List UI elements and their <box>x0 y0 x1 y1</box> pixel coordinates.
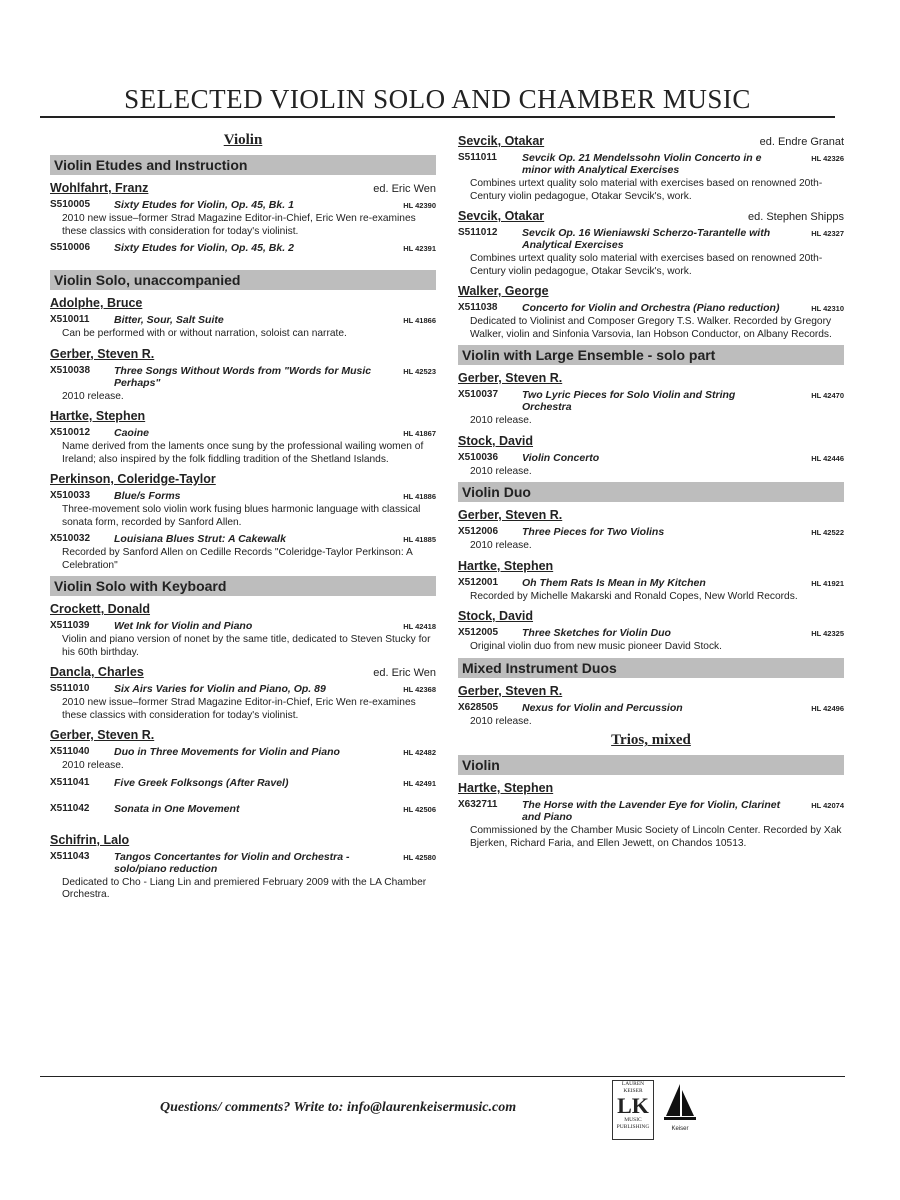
item-title: Two Lyric Pieces for Solo Violin and String Orchestra <box>522 389 736 413</box>
composer-row <box>458 434 844 448</box>
hl-number: HL 41866 <box>403 316 436 325</box>
category-heading: Violin <box>458 755 844 775</box>
hl-number: HL 42391 <box>403 244 436 253</box>
composer-name: Walker, George <box>458 284 549 298</box>
hl-number: HL 42522 <box>811 528 844 537</box>
catalog-item <box>458 227 844 251</box>
item-title: Duo in Three Movements for Violin and Piano <box>114 746 340 758</box>
item-description: Recorded by Michelle Makarski and Ronald Copes, New World Records. <box>470 590 798 602</box>
composer-row <box>458 284 844 298</box>
catalog-item <box>458 526 844 538</box>
catalog-item <box>458 152 844 176</box>
composer-row <box>458 609 844 623</box>
composer-name: Schifrin, Lalo <box>50 832 130 847</box>
item-title: Sonata in One Movement <box>114 802 240 815</box>
hl-number: HL 42496 <box>811 703 844 713</box>
hl-number: HL 42523 <box>403 366 436 376</box>
composer-name: Gerber, Steven R. <box>50 728 155 742</box>
catalog-item <box>458 389 844 413</box>
item-title: Sevcik Op. 16 Wieniawski Scherzo-Tarantelle with Analytical Exercises <box>522 227 771 251</box>
item-description: Recorded by Sanford Allen on Cedille Records "Coleridge-Taylor Perkinson: A Celebration" <box>62 547 413 571</box>
item-description: 2010 release. <box>470 415 532 426</box>
hl-number: HL 41867 <box>403 429 436 438</box>
composer-name: Sevcik, Otakar <box>458 209 545 223</box>
item-title: Sixty Etudes for Violin, Op. 45, Bk. 2 <box>114 242 294 254</box>
composer-name: Adolphe, Bruce <box>50 296 143 310</box>
item-title: Tangos Concertantes for Violin and Orchestra - solo/piano reduction <box>114 850 350 875</box>
item-code: X511041 <box>50 776 90 788</box>
catalog-item <box>50 803 436 815</box>
composer-name: Stock, David <box>458 609 534 623</box>
item-code: X510036 <box>458 451 499 463</box>
composer-name: Gerber, Steven R. <box>458 683 563 698</box>
composer-row <box>50 728 436 742</box>
item-description: 2010 new issue–former Strad Magazine Editor-in-Chief, Eric Wen re-examines these classics with consideration for today's violinist. <box>62 213 416 237</box>
editor-credit: ed. Endre Granat <box>759 136 844 148</box>
item-description: Combines urtext quality solo material with exercises based on renowned 20th-Century violin pedagogue, Otakar Sevcik's, work. <box>470 178 823 202</box>
item-code: X632711 <box>458 799 498 810</box>
catalog-item <box>50 533 436 545</box>
item-code: X628505 <box>458 701 499 713</box>
composer-name: Perkinson, Coleridge-Taylor <box>50 472 216 486</box>
item-title: Sixty Etudes for Violin, Op. 45, Bk. 1 <box>114 199 294 211</box>
composer-row <box>50 181 436 195</box>
item-title: Bitter, Sour, Salt Suite <box>114 314 224 326</box>
category-heading: Violin with Large Ensemble - solo part <box>458 345 844 365</box>
catalog-item <box>50 199 436 211</box>
composer-name: Hartke, Stephen <box>458 781 554 795</box>
item-code: X512006 <box>458 526 499 537</box>
composer-row <box>50 296 436 310</box>
composer-name: Wohlfahrt, Franz <box>50 181 149 195</box>
hl-number: HL 42325 <box>811 629 844 638</box>
item-title: Sevcik Op. 21 Mendelssohn Violin Concerto in e minor with Analytical Exercises <box>522 152 762 176</box>
composer-name: Dancla, Charles <box>50 665 144 679</box>
item-code: X510038 <box>50 364 91 376</box>
item-title: Five Greek Folksongs (After Ravel) <box>114 776 289 789</box>
composer-row <box>458 134 844 148</box>
composer-row <box>50 472 436 486</box>
catalog-item <box>50 427 436 439</box>
catalog-item <box>50 746 436 758</box>
item-code: X511038 <box>458 302 498 313</box>
section-heading: Trios, mixed <box>611 732 691 748</box>
composer-row <box>458 684 844 698</box>
composer-name: Hartke, Stephen <box>50 409 146 423</box>
item-description: Combines urtext quality solo material with exercises based on renowned 20th-Century violin pedagogue, Otakar Sevcik's, work. <box>470 253 823 277</box>
item-description: 2010 new issue–former Strad Magazine Editor-in-Chief, Eric Wen re-examines these classics with consideration for today's violinist. <box>62 697 416 721</box>
composer-row <box>458 371 844 385</box>
right-column <box>458 128 844 854</box>
item-title: Violin Concerto <box>522 451 600 464</box>
hl-number: HL 42310 <box>811 304 844 313</box>
category-heading: Violin Solo with Keyboard <box>50 576 436 596</box>
hl-number: HL 42326 <box>811 154 844 163</box>
catalog-item <box>50 777 436 789</box>
item-code: S511012 <box>458 227 498 238</box>
hl-number: HL 41921 <box>811 578 844 588</box>
item-description: 2010 release. <box>470 715 532 727</box>
item-title: The Horse with the Lavender Eye for Violin, Clarinet and Piano <box>522 799 781 823</box>
spacer <box>50 815 436 827</box>
spacer <box>50 254 436 266</box>
hl-number: HL 42580 <box>403 852 436 862</box>
catalog-item <box>50 242 436 254</box>
hl-number: HL 41885 <box>403 535 436 544</box>
category-heading: Violin Duo <box>458 482 844 502</box>
hl-number: HL 42446 <box>811 453 844 463</box>
hl-number: HL 42506 <box>403 804 436 814</box>
item-title: Louisiana Blues Strut: A Cakewalk <box>114 533 286 545</box>
item-title: Oh Them Rats Is Mean in My Kitchen <box>522 576 706 589</box>
catalog-item <box>458 627 844 639</box>
composer-row <box>50 665 436 679</box>
item-description: Dedicated to Violinist and Composer Gregory T.S. Walker. Recorded by Gregory Walker, violin and Sinfonia Varsovia, Ian Hobson Conductor, on Albany Records. <box>470 316 832 340</box>
left-column <box>50 128 436 906</box>
composer-name: Crockett, Donald <box>50 602 151 616</box>
composer-row <box>50 409 436 423</box>
footer-divider <box>40 1076 845 1077</box>
composer-name: Hartke, Stephen <box>458 558 554 573</box>
editor-credit: ed. Stephen Shipps <box>747 211 844 223</box>
spacer <box>50 789 436 801</box>
item-title: Wet Ink for Violin and Piano <box>114 620 253 632</box>
item-code: X510012 <box>50 427 91 438</box>
item-description: 2010 release. <box>62 760 124 771</box>
category-heading: Violin Solo, unaccompanied <box>50 270 436 290</box>
editor-credit: ed. Eric Wen <box>373 183 436 195</box>
item-code: S511010 <box>50 683 90 694</box>
category-heading: Mixed Instrument Duos <box>458 658 844 678</box>
item-title: Nexus for Violin and Percussion <box>522 701 683 714</box>
composer-name: Gerber, Steven R. <box>458 508 563 522</box>
catalog-item <box>50 314 436 326</box>
hl-number: HL 42327 <box>811 229 844 238</box>
catalog-item <box>458 577 844 589</box>
hl-number: HL 42390 <box>403 201 436 210</box>
composer-name: Gerber, Steven R. <box>458 371 563 385</box>
item-title: Blue/s Forms <box>114 490 181 502</box>
hl-number: HL 42418 <box>403 622 436 631</box>
composer-row <box>458 781 844 795</box>
catalog-item <box>50 683 436 695</box>
item-description: Name derived from the laments once sung by the professional wailing women of Ireland; also inspired by the folk fiddling tradition of the Shetland Islands. <box>62 441 424 465</box>
item-title: Three Pieces for Two Violins <box>522 526 665 538</box>
editor-credit: ed. Eric Wen <box>373 667 436 679</box>
item-description: Violin and piano version of nonet by the same title, dedicated to Steven Stucky for his 60th birthday. <box>62 634 431 658</box>
hl-number: HL 42074 <box>811 801 844 810</box>
item-code: X512005 <box>458 627 499 638</box>
item-code: X510037 <box>458 389 499 400</box>
hl-number: HL 42482 <box>403 748 436 757</box>
catalog-item <box>50 620 436 632</box>
hl-number: HL 42491 <box>403 778 436 788</box>
section-heading: Violin <box>223 132 263 148</box>
catalog-item <box>50 490 436 502</box>
footer-contact[interactable]: Questions/ comments? Write to: info@laurenkeisermusic.com <box>160 1100 517 1115</box>
item-description: 2010 release. <box>470 540 532 551</box>
item-title: Three Sketches for Violin Duo <box>522 627 671 639</box>
page-title: SELECTED VIOLIN SOLO AND CHAMBER MUSIC <box>40 84 835 118</box>
hl-number: HL 41886 <box>403 492 436 501</box>
item-description: 2010 release. <box>62 390 124 402</box>
item-code: S510005 <box>50 199 91 210</box>
item-description: Three-movement solo violin work fusing blues harmonic language with classical sonata form, recorded by Sanford Allen. <box>62 504 421 528</box>
catalog-item <box>458 799 844 823</box>
item-description: Can be performed with or without narration, soloist can narrate. <box>62 328 347 339</box>
composer-name: Stock, David <box>458 433 534 448</box>
composer-row <box>458 209 844 223</box>
item-title: Three Songs Without Words from "Words for Music Perhaps" <box>114 364 372 389</box>
catalog-item <box>50 851 436 875</box>
item-code: X511040 <box>50 746 90 757</box>
item-code: S511011 <box>458 152 497 163</box>
item-title: Caoine <box>114 427 150 439</box>
composer-row <box>458 559 844 573</box>
item-title: Concerto for Violin and Orchestra (Piano reduction) <box>522 302 780 314</box>
item-description: Original violin duo from new music pioneer David Stock. <box>470 641 722 652</box>
catalog-item <box>458 452 844 464</box>
item-description: Commissioned by the Chamber Music Society of Lincoln Center. Recorded by Xak Bjerken, Richard Faria, and Ellen Jewett, on Chandos 10513. <box>470 825 842 849</box>
hl-number: HL 42470 <box>811 391 844 400</box>
item-code: X511042 <box>50 802 90 814</box>
keiser-sailboat-logo-icon: Keiser <box>660 1082 700 1138</box>
category-heading: Violin Etudes and Instruction <box>50 155 436 175</box>
item-code: X510011 <box>50 314 90 325</box>
item-code: X511043 <box>50 850 90 862</box>
item-description: 2010 release. <box>470 465 532 477</box>
composer-name: Sevcik, Otakar <box>458 134 545 148</box>
composer-row <box>50 602 436 616</box>
item-code: X511039 <box>50 620 90 631</box>
composer-row <box>458 508 844 522</box>
composer-row <box>50 347 436 361</box>
item-code: X512001 <box>458 576 499 588</box>
catalog-item <box>458 702 844 714</box>
item-title: Six Airs Varies for Violin and Piano, Op. 89 <box>114 683 326 695</box>
catalog-item <box>50 365 436 389</box>
composer-row <box>50 833 436 847</box>
composer-name: Gerber, Steven R. <box>50 346 155 361</box>
item-code: X510032 <box>50 533 91 544</box>
catalog-item <box>458 302 844 314</box>
lauren-keiser-logo-icon: LAUREN KEISER LK MUSIC PUBLISHING <box>612 1080 654 1140</box>
item-code: X510033 <box>50 490 91 501</box>
hl-number: HL 42368 <box>403 685 436 694</box>
item-description: Dedicated to Cho - Liang Lin and premiered February 2009 with the LA Chamber Orchestra. <box>62 876 427 900</box>
item-code: S510006 <box>50 242 91 253</box>
